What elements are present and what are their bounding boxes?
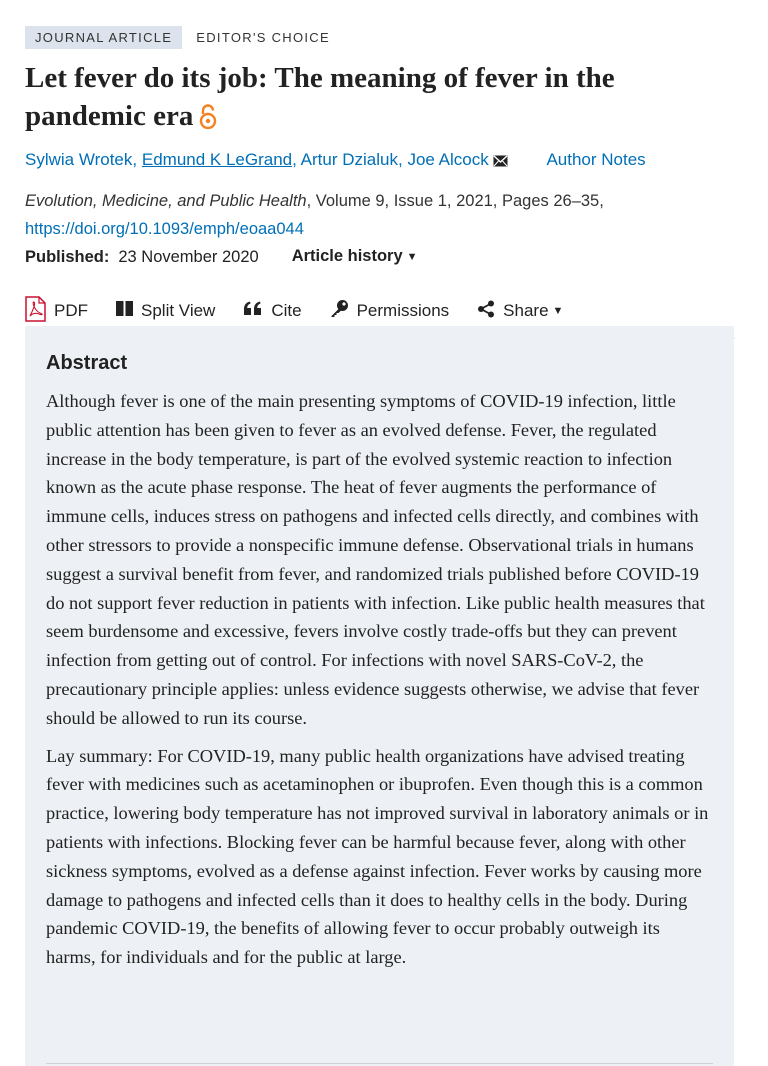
share-icon [477,300,503,323]
split-view-button[interactable] [116,301,215,321]
caret-down-icon: ▼ [552,305,564,317]
pdf-icon [25,296,54,327]
author-notes-link[interactable]: Author Notes [546,150,646,169]
caret-down-icon: ▼ [406,251,418,263]
journal-name: Evolution, Medicine, and Public Health [25,192,307,210]
article-history-label: Article history [291,247,403,265]
abstract-heading: Abstract [46,352,128,374]
article-type-badge: JOURNAL ARTICLE [25,26,182,49]
article-badges [25,26,735,49]
author-separator: , [132,150,138,169]
open-access-lock-icon [199,102,217,140]
quote-icon [243,301,271,321]
permissions-button[interactable] [330,299,450,323]
published-label: Published: [25,247,110,266]
lay-summary-paragraph: Lay summary: For COVID-19, many public health organizations have advised treating fever with medicines such as acetaminophen or ibuprofen. Even though this is a common practice, lowering body temperature has not improved survival in laboratory animals or in patients with infections. Blocking fever can be harmful because fever, along with other sickness symptoms, evolved as a defense against infection. Fever works by causing more damage to pathogens and infected cells than it does to healthy cells in the body. During pandemic COVID-19, the benefits of allowing fever to occur probably outweigh its harms, for individuals and for the public at large. [46,745,709,968]
author-link[interactable]: Edmund K LeGrand [141,150,293,169]
published-row [25,243,735,270]
abstract-section [25,326,734,1066]
cite-label: Cite [271,301,302,320]
article-header [25,26,735,339]
share-label: Share [503,301,549,320]
author-list [25,148,735,174]
citation-details: , Volume 9, Issue 1, 2021, Pages 26–35, [306,192,604,210]
published-date: 23 November 2020 [118,247,259,266]
abstract-paragraph: Although fever is one of the main presenting symptoms of COVID-19 infection, little public attention has been given to fever as an evolved defense. Fever, the regulated increase in the body temperature, is part of the evolved systemic reaction to infection known as the acute phase response. The heat of fever augments the performance of immune cells, induces stress on pathogens and infected cells directly, and combines with other stressors to provide a nonspecific immune defense. Observational trials in humans suggest a survival benefit from fever, and randomized trials published before COVID-19 do not support fever reduction in patients with infection. Like public health measures that seem burdensome and excessive, fevers involve costly trade-offs but they can prevent infection from getting out of control. For infections with novel SARS-CoV-2, the precautionary principle applies: unless evidence suggests otherwise, we advise that fever should be allowed to run its course. [46,391,705,728]
abstract-divider [46,1063,713,1064]
share-button[interactable] [477,300,563,323]
permissions-label: Permissions [356,301,450,320]
author-link[interactable]: Artur Dzialuk [300,150,398,169]
editors-choice-badge: EDITOR'S CHOICE [196,30,330,45]
key-icon [330,299,357,323]
article-title [25,59,735,140]
cite-button[interactable] [243,301,301,321]
pdf-button[interactable] [25,296,88,327]
author-link[interactable]: Sylwia Wrotek [25,150,133,169]
doi-link[interactable]: https://doi.org/10.1093/emph/eoaa044 [25,220,304,238]
author-separator: , [397,150,403,169]
split-view-label: Split View [141,301,216,320]
author-link[interactable]: Joe Alcock [407,150,489,169]
split-view-icon [116,301,141,321]
envelope-icon[interactable] [493,150,508,174]
article-title-text: Let fever do its job: The meaning of fever in the pandemic era [25,62,615,132]
author-separator: , [292,150,297,169]
article-history-toggle[interactable] [292,243,418,270]
pdf-label: PDF [54,301,88,320]
citation-block [25,187,735,243]
citation-line [25,187,735,215]
